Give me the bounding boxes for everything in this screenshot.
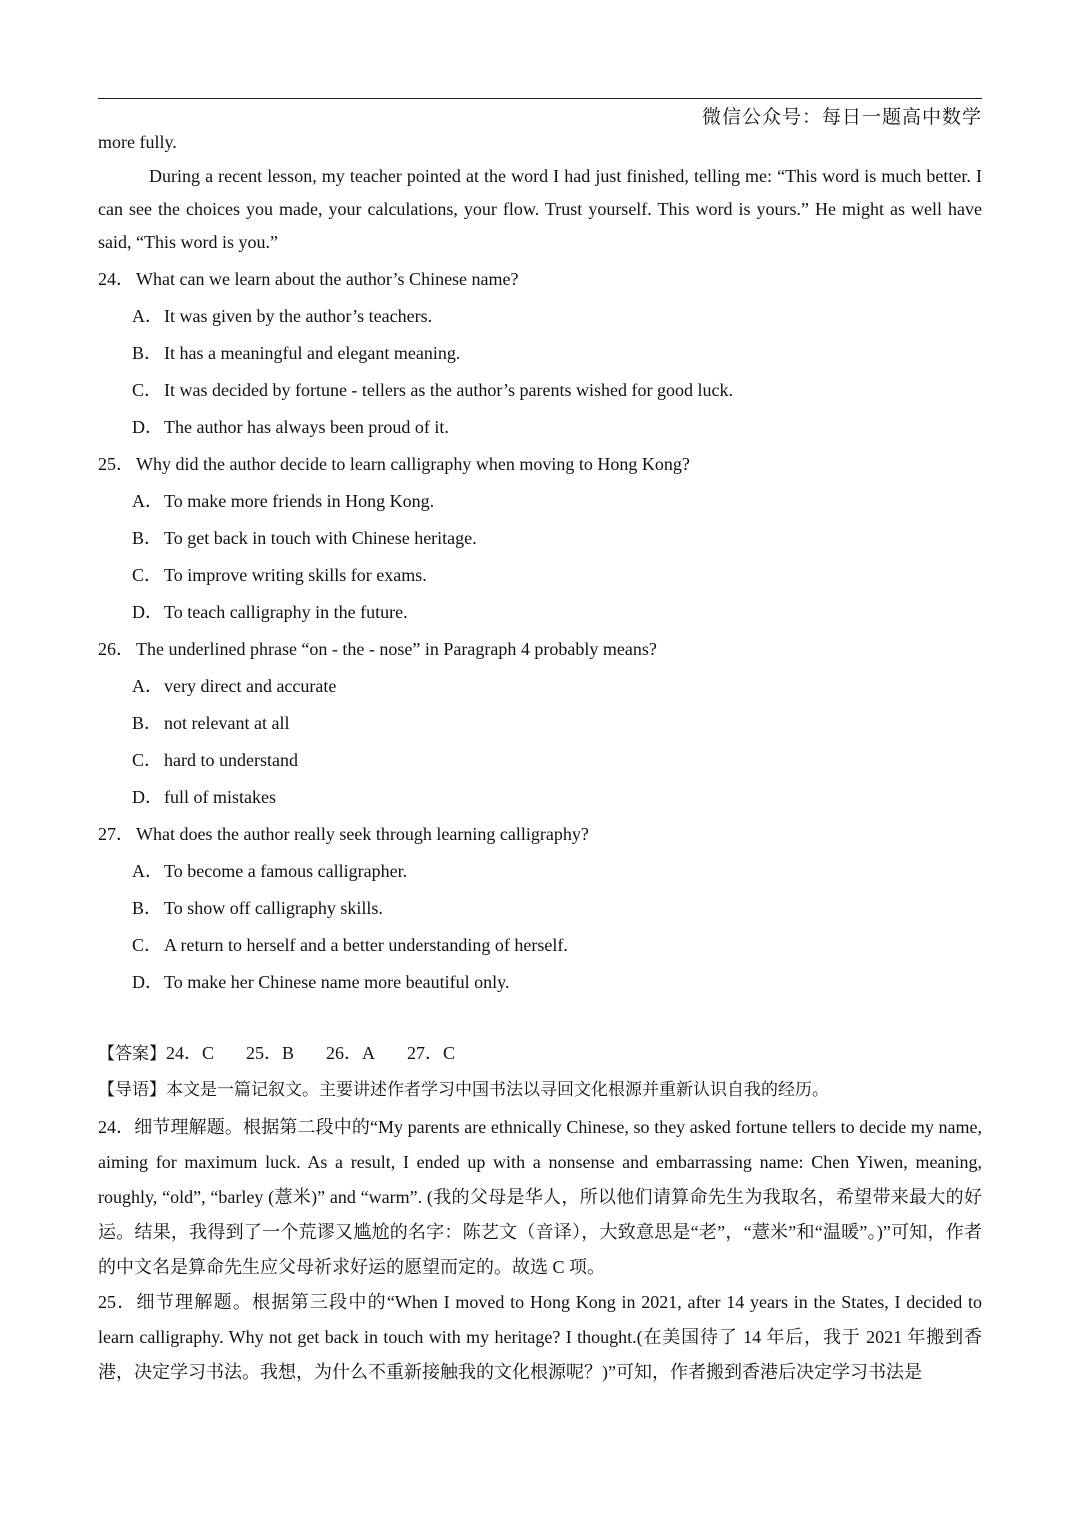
header-wechat-text: 微信公众号：每日一题高中数学 xyxy=(701,106,982,128)
passage-line: more fully. xyxy=(98,132,177,152)
option-item: D．full of mistakes xyxy=(132,787,276,807)
question-26 xyxy=(98,631,982,816)
question-text: The underlined phrase “on - the - nose” in Paragraph 4 probably means? xyxy=(136,639,657,659)
option-item: C． To improve writing skills for exams. xyxy=(132,565,427,585)
option-item: C． A return to herself and a better understanding of herself. xyxy=(132,935,568,955)
option-item: A．To become a famous calligrapher. xyxy=(132,861,408,881)
question-number: 26． xyxy=(98,639,134,659)
option-item: B． It has a meaningful and elegant meaning. xyxy=(132,343,461,363)
question-25 xyxy=(98,446,982,631)
question-text: Why did the author decide to learn calligraphy when moving to Hong Kong? xyxy=(136,454,690,474)
option-item: B． To show off calligraphy skills. xyxy=(132,898,383,918)
question-text: What can we learn about the author’s Chinese name? xyxy=(136,269,519,289)
option-item: A．very direct and accurate xyxy=(132,676,337,696)
explanation-25: 25．细节理解题。根据第三段中的“When I moved to Hong Kong in 2021, after 14 years in the States, I decided to learn calligraphy. Why not get back in touch with my heritage? I thought.(在美国待了 14 年后，我于 2021 年搬到香港，决定学习书法。我想，为什么不重新接触我的文化根源呢？)”可知，作者搬到香港后决定学习书法是 xyxy=(98,1292,982,1382)
question-27 xyxy=(98,816,982,1001)
option-item: B． not relevant at all xyxy=(132,713,290,733)
guide-label: 【导语】 xyxy=(98,1080,166,1100)
option-item: B． To get back in touch with Chinese heritage. xyxy=(132,528,477,548)
guide-text: 本文是一篇记叙文。主要讲述作者学习中国书法以寻回文化根源并重新认识自我的经历。 xyxy=(166,1080,829,1100)
option-item: D．The author has always been proud of it. xyxy=(132,417,449,437)
option-item: D．To teach calligraphy in the future. xyxy=(132,602,408,622)
option-item: A．To make more friends in Hong Kong. xyxy=(132,491,435,511)
answer-item: 26．A xyxy=(326,1043,376,1063)
guide-line xyxy=(98,1072,982,1108)
answer-item: 27．C xyxy=(407,1043,456,1063)
answer-item: 24．C xyxy=(166,1043,215,1063)
header-rule xyxy=(98,98,982,99)
option-item: D．To make her Chinese name more beautiful only. xyxy=(132,972,510,992)
option-item: A．It was given by the author’s teachers. xyxy=(132,306,433,326)
question-number: 24． xyxy=(98,269,134,289)
answer-label: 【答案】 xyxy=(98,1044,166,1064)
question-number: 27． xyxy=(98,824,134,844)
option-item: C． hard to understand xyxy=(132,750,298,770)
option-item: C． It was decided by fortune - tellers as the author’s parents wished for good luck. xyxy=(132,380,734,400)
answer-key xyxy=(98,1035,982,1072)
explanation-24: 24．细节理解题。根据第二段中的“My parents are ethnically Chinese, so they asked fortune tellers to decide my name, aiming for maximum luck. As a result, I ended up with a nonsense and embarrassing name: Chen Yiwen, meaning, roughly, “old”, “barley (薏米)” and “warm”. (我的父母是华人，所以他们请算命先生为我取名，希望带来最大的好运。结果，我得到了一个荒谬又尴尬的名字：陈艺文（音译），大致意思是“老”，“薏米”和“温暖”。)”可知，作者的中文名是算命先生应父母祈求好运的愿望而定的。故选 C 项。 xyxy=(98,1117,982,1277)
document-body xyxy=(98,126,982,1390)
question-24 xyxy=(98,261,982,446)
question-text: What does the author really seek through learning calligraphy? xyxy=(136,824,589,844)
passage-paragraph: During a recent lesson, my teacher pointed at the word I had just finished, telling me: “This word is much better. I can see the choices you made, your calculations, your flow. Trust yourself. This word is yours.” He might as well have said, “This word is you.” xyxy=(98,166,982,252)
question-number: 25． xyxy=(98,454,134,474)
answer-item: 25．B xyxy=(246,1043,295,1063)
